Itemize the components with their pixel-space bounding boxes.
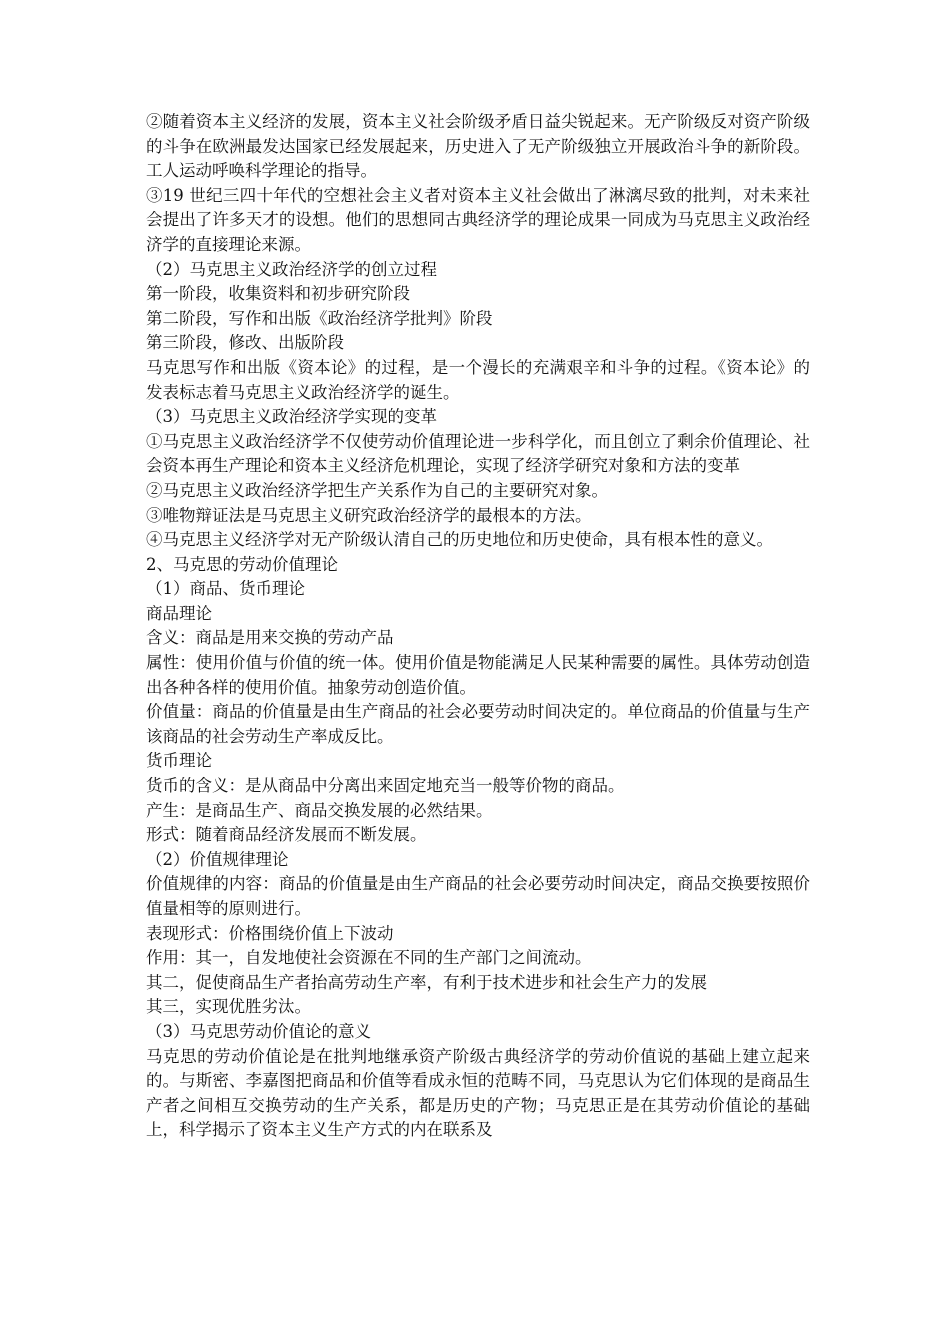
document-body xyxy=(146,110,810,1143)
paragraph-law-of-value-effect-3: 其三，实现优胜劣汰。 xyxy=(146,997,311,1017)
subsection-heading-law-of-value: （2）价值规律理论 xyxy=(146,849,289,869)
paragraph-utopian-socialists: ③19 世纪三四十年代的空想社会主义者对资本主义社会做出了淋漓尽致的批判，对未来社会提出了许多天才的设想。他们的思想同古典经济学的理论成果一同成为马克思主义政治经济学的直接理论来源。 xyxy=(146,185,810,254)
paragraph-transformation-4: ④马克思主义经济学对无产阶级认清自己的历史地位和历史使命，具有根本性的意义。 xyxy=(146,530,773,550)
paragraph-money-origin: 产生：是商品生产、商品交换发展的必然结果。 xyxy=(146,800,493,820)
paragraph-law-of-value-effect-2: 其二，促使商品生产者抬高劳动生产率，有利于技术进步和社会生产力的发展 xyxy=(146,972,707,992)
paragraph-stage-three: 第三阶段，修改、出版阶段 xyxy=(146,333,344,353)
paragraph-value-magnitude: 价值量：商品的价值量是由生产商品的社会必要劳动时间决定的。单位商品的价值量与生产该商品的社会劳动生产率成反比。 xyxy=(146,702,810,746)
paragraph-transformation-3: ③唯物辩证法是马克思主义研究政治经济学的最根本的方法。 xyxy=(146,505,592,525)
paragraph-class-contradiction: ②随着资本主义经济的发展，资本主义社会阶级矛盾日益尖锐起来。无产阶级反对资产阶级的斗争在欧洲最发达国家已经发展起来，历史进入了无产阶级独立开展政治斗争的新阶段。工人运动呼唤科学理论的指导。 xyxy=(146,112,810,181)
paragraph-law-of-value-effect-1: 作用：其一，自发地使社会资源在不同的生产部门之间流动。 xyxy=(146,948,592,968)
subsection-heading-significance: （3）马克思劳动价值论的意义 xyxy=(146,1021,371,1041)
heading-money-theory: 货币理论 xyxy=(146,751,212,771)
paragraph-stage-one: 第一阶段，收集资料和初步研究阶段 xyxy=(146,284,410,304)
paragraph-significance: 马克思的劳动价值论是在批判地继承资产阶级古典经济学的劳动价值说的基础上建立起来的。与斯密、李嘉图把商品和价值等看成永恒的范畴不同，马克思认为它们体现的是商品生产者之间相互交换劳动的生产关系，都是历史的产物；马克思正是在其劳动价值论的基础上，科学揭示了资本主义生产方式的内在联系及 xyxy=(146,1046,810,1140)
paragraph-money-definition: 货币的含义：是从商品中分离出来固定地充当一般等价物的商品。 xyxy=(146,776,625,796)
paragraph-law-of-value-content: 价值规律的内容：商品的价值量是由生产商品的社会必要劳动时间决定，商品交换要按照价值量相等的原则进行。 xyxy=(146,874,810,918)
paragraph-transformation-1: ①马克思主义政治经济学不仅使劳动价值理论进一步科学化，而且创立了剩余价值理论、社会资本再生产理论和资本主义经济危机理论，实现了经济学研究对象和方法的变革 xyxy=(146,431,810,476)
paragraph-commodity-definition: 含义：商品是用来交换的劳动产品 xyxy=(146,628,394,648)
paragraph-capital-publication: 马克思写作和出版《资本论》的过程，是一个漫长的充满艰辛和斗争的过程。《资本论》的发表标志着马克思主义政治经济学的诞生。 xyxy=(146,357,810,402)
section-heading-transformation: （3）马克思主义政治经济学实现的变革 xyxy=(146,407,437,427)
paragraph-money-forms: 形式：随着商品经济发展而不断发展。 xyxy=(146,825,427,845)
section-heading-founding-process: （2）马克思主义政治经济学的创立过程 xyxy=(146,259,437,279)
paragraph-law-of-value-form: 表现形式：价格围绕价值上下波动 xyxy=(146,923,394,943)
paragraph-transformation-2: ②马克思主义政治经济学把生产关系作为自己的主要研究对象。 xyxy=(146,480,608,500)
section-heading-labor-value-theory: 2、马克思的劳动价值理论 xyxy=(146,554,338,574)
heading-commodity-theory: 商品理论 xyxy=(146,603,212,623)
paragraph-commodity-attributes: 属性：使用价值与价值的统一体。使用价值是物能满足人民某种需要的属性。具体劳动创造出各种各样的使用价值。抽象劳动创造价值。 xyxy=(146,653,810,697)
subsection-heading-commodity-money: （1）商品、货币理论 xyxy=(146,579,305,599)
paragraph-stage-two: 第二阶段，写作和出版《政治经济学批判》阶段 xyxy=(146,308,493,328)
